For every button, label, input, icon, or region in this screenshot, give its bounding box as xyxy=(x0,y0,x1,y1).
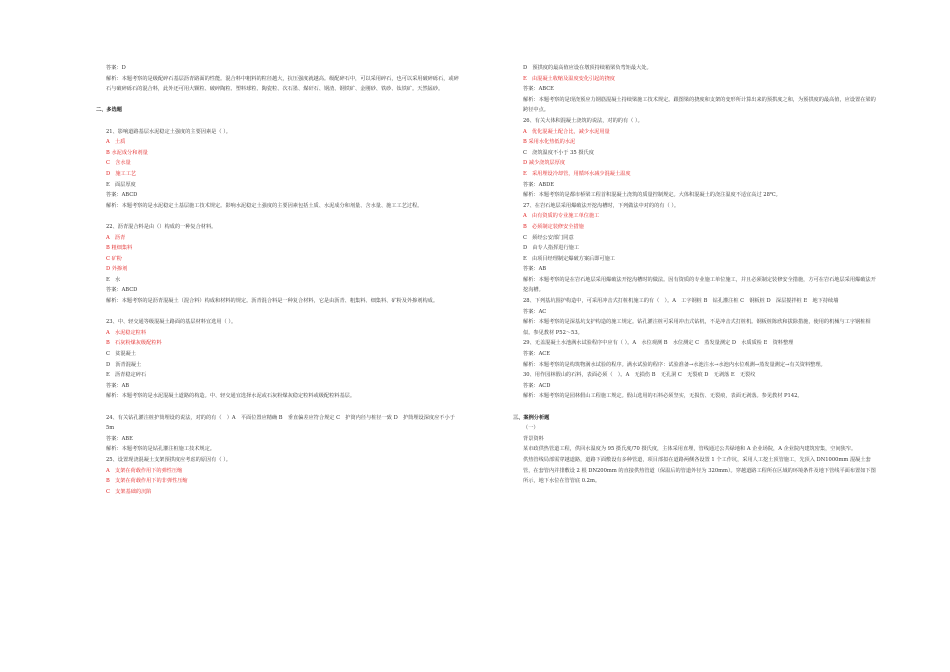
answer-option-correct: A 土质 xyxy=(106,139,126,146)
text-line: 23、中、轻交通等级混凝土路面的基层材料宜选用（ ）。 xyxy=(106,319,237,326)
section-heading: 二、多选题 xyxy=(96,107,122,114)
answer-option-correct: E 采用埋设冷却管，用循环水减少混凝土温度 xyxy=(523,170,631,177)
text-line: D 预拱度的最高值应设在墩顶持续箱梁负弯矩最大处。 xyxy=(523,65,652,71)
text-line: 答案：ABE xyxy=(106,435,133,442)
paragraph-gap xyxy=(96,402,460,413)
text-line: D 由专人指挥进行施工 xyxy=(523,245,580,252)
text-line: 22、沥青混合料是由（）构成的一种复合材料。 xyxy=(106,223,217,230)
text-line: （一） xyxy=(523,425,539,432)
text-line: 28、下列基坑围护构造中，可采用冲击式打桩机施工的有（ ）。A 工字钢桩 B 钻孔灌注桩 C 钢板桩 D 深层搅拌桩 E 地下持续墙 xyxy=(523,298,839,305)
text-line: 解析：本题考察的是深基坑支护构造的施工规定。钻孔灌注桩可采用冲击式钻机，不是冲击式打桩机。钢板桩陈欣和拔除措施，使用的机械与工字钢桩相似。参见教材 P52～53。 xyxy=(523,319,871,336)
text-line: 背景资料 xyxy=(523,435,544,442)
text-line: 25、设置现浇混凝土支架预拱度应考虑的原因有（ ）。 xyxy=(106,456,231,463)
answer-option-correct: A 优化混凝土配合比，减少水泥用量 xyxy=(523,128,610,135)
text-line: 答案：ACD xyxy=(523,382,551,389)
answer-option-correct: D 减少浇筑层厚度 xyxy=(523,160,566,167)
section-heading: 三、案例分析题 xyxy=(513,414,550,421)
answer-option-correct: D 施工工艺 xyxy=(106,170,137,177)
text-line: 解析：本题考察的是水泥混凝土道路的构造。中、轻交通宜选择水泥或石灰粉煤灰稳定粒料或级配粒料基层。 xyxy=(106,393,356,400)
text-line: C 须经公安部门同意 xyxy=(523,234,574,241)
text-line: 29、无盖混凝土水池满水试验程序中应有（ ）。A 水位观测 B 水位测定 C 蒸发量测定 D 水质质检 E 资料整理 xyxy=(523,340,794,347)
text-line: 答案：ABDE xyxy=(523,181,555,188)
text-line: 某市政供热管道工程，供回水温度为 95 摄氏度/70 摄氏度，主体采用直埋，管线通过公共绿地和 A 企业场院，A 企业院内建筑密集，空间狭窄。 xyxy=(523,446,857,453)
answer-option-correct: B 支架在荷载作用下的非弹性压缩 xyxy=(106,478,188,485)
text-line: 解析：本题考察的是钻孔灌注桩施工技术规定。 xyxy=(106,446,215,453)
text-line: 21、影响道路基层水泥稳定土强度的主要因素是（ ）。 xyxy=(106,128,231,135)
paragraph-gap xyxy=(96,211,460,222)
answer-option-correct: D 外掺剂 xyxy=(106,266,128,273)
text-line: 答案：AC xyxy=(523,308,547,315)
answer-option-correct: B 水泥成分和剂量 xyxy=(106,149,148,156)
left-column xyxy=(96,63,460,497)
text-line: C 贫混凝土 xyxy=(106,351,136,358)
paragraph-gap xyxy=(96,307,460,318)
text-line: 答案：ABCD xyxy=(106,192,138,199)
text-line: 解析：本题考察的是沥青混凝土（混合料）构成和材料的规定。沥青混合料是一种复合材料，它是由沥青、粗集料、细集料、矿粉及外掺剂构成。 xyxy=(106,298,439,305)
answer-option-correct: A 水泥稳定粒料 xyxy=(106,329,147,336)
text-line: 答案：AB xyxy=(106,382,130,389)
text-line: E 水 xyxy=(106,276,121,283)
text-line: 答案：ABCD xyxy=(106,287,138,294)
text-line: 解析：本题考察的是现浇预应力钢筋混凝土持续梁施工技术规定。跟图梁的挠度和支架的变形所计算出来的预拱度之和，为预拱度的最高值，应设置在梁的跨径中点。 xyxy=(523,96,876,114)
text-line: E 沥青稳定碎石 xyxy=(106,372,147,379)
text-line: 27、在岩石地层采用爆破法开挖沟槽时，下列做法中对的的有（ ）。 xyxy=(523,202,680,209)
text-line: 答案：D xyxy=(106,65,126,71)
text-line: 解析：本题考察的是级配碎石基层沥青路面的性能。混合料中粗料的粒径越大，抗压强度就越高。级配碎石中，可以采用碎石，也可以采用破碎砾石，或碎石与破碎砾石的混合料，此外还可用大颗粒、破碎陶粒、塑料球粒、陶瓷粒、次石墨、煤矸石、钢渣、钢铁矿、金刚砂、铁砂、钛铁矿。天然锰砂。 xyxy=(106,75,459,93)
text-line: 供热管线局部需穿越道路，道路下面敷设有多种管道，项目部拟在道路两侧各设置 1 个工作坑，采用人工挖土顶管施工，先顶入 DN1000mm 混凝土套管，在套管内并排敷设 2 根 DN200mm 的直接供热管道（保温后的管道外径为 320mm）。穿越道路工程所在区域的环境条件及地下管线平面布置如下图所示，地下水位在管管底 0.2m。 xyxy=(523,456,876,485)
text-line: 解析：本题考察的是水泥稳定土基层施工技术规定。影响水泥稳定土强度的主要因素包括土质、水泥成分和剂量、含水量、施工工艺过程。 xyxy=(106,202,423,209)
text-line: C 浇筑温度不小于 35 摄氏度 xyxy=(523,149,594,156)
text-line: 解析：本题考察的是都市桥梁工程首积混凝土浇筑的质量控制规定。大体积混凝土的浇注温度不适宜高过 28℃。 xyxy=(523,192,781,199)
answer-option-correct: E 由混凝土收缩及温度变化引起的挠度 xyxy=(523,75,615,82)
text-line: 26、有关大体积混凝土浇筑的说法，对的的有（ ）。 xyxy=(523,117,643,124)
answer-option-correct: C 含水量 xyxy=(106,160,131,167)
text-line: 答案：AB xyxy=(523,266,547,273)
answer-option-correct: B 采用水化热低的水泥 xyxy=(523,139,576,146)
text-line: E 由项目经理制定爆破方案后即可施工 xyxy=(523,255,615,262)
text-line: 30、用作园林假山的石料，表面必须（ ）。A 无损伤 B 无孔洞 C 无裂痕 D 无剥落 E 无裂纹 xyxy=(523,372,756,379)
answer-option-correct: B 粗细集料 xyxy=(106,245,133,252)
answer-option-correct: A 支架在荷载作用下的弹性压缩 xyxy=(106,467,183,474)
text-line: E 面层厚度 xyxy=(106,181,136,188)
answer-option-correct: C 矿粉 xyxy=(106,255,122,262)
text-line: D 沥青混凝土 xyxy=(106,361,142,368)
text-line: 解析：本题考察的是园林假山工程施工规定。假山选用的石料必须坚实，无损伤、无裂痕，表面无剥落。参见教材 P142。 xyxy=(523,393,803,400)
answer-option-correct: B 必须制定装修安全措施 xyxy=(523,223,584,230)
answer-option-correct: C 支架基础的沉陷 xyxy=(106,488,152,495)
answer-option-correct: B 石灰粉煤灰级配粒料 xyxy=(106,340,162,347)
text-line: 解析：本题考察的是在岩石地层采用爆破法开挖沟槽时的做法。因有资质的专业施工单位施工，并且必须制定装修安全措施，方可在岩石地层采用爆破法开挖沟槽。 xyxy=(523,276,876,294)
text-line: 解析：本题考察的是构筑物满水试验的程序。满水试验的程序：试验准备→水池注水→水池内水位观测→蒸发量测定→有关资料整理。 xyxy=(523,361,826,368)
paragraph-gap xyxy=(96,116,460,127)
text-line: 答案：ABCE xyxy=(523,86,554,93)
answer-option-correct: A 由有资质的专业施工单位施工 xyxy=(523,213,600,220)
text-line: 24、有关钻孔灌注桩护筒埋设的说法，对的的有（ ）A 平面位置应精确 B 垂直偏差应符合规定 C 护筒内径与桩径一致 D 护筒埋设深度应不小于 5m xyxy=(106,414,455,432)
answer-option-correct: A 沥青 xyxy=(106,234,126,241)
right-column xyxy=(513,63,877,487)
text-line: 答案：ACE xyxy=(523,351,551,358)
paragraph-gap xyxy=(96,95,460,106)
paragraph-gap xyxy=(513,402,877,413)
